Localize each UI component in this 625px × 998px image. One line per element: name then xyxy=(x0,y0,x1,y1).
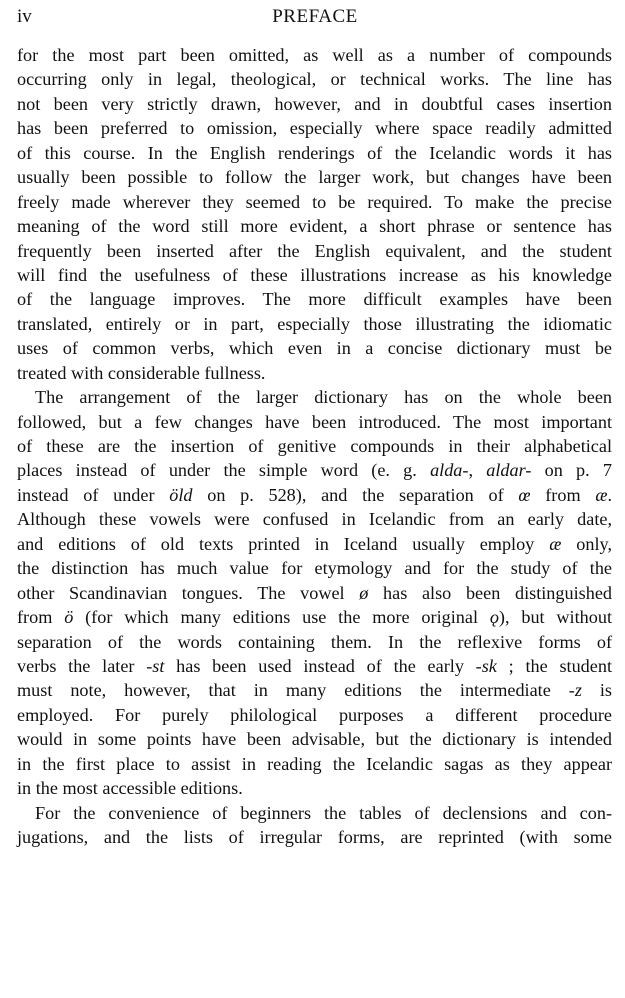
text-line-content: separation of the words containing them. In the reflexive forms of xyxy=(17,631,612,652)
text-run: (for which many editions use the more original xyxy=(73,607,490,628)
body-text xyxy=(17,43,612,849)
italic-word: alda- xyxy=(430,460,469,481)
text-line xyxy=(17,336,612,360)
text-line xyxy=(17,605,612,629)
text-line xyxy=(17,678,612,702)
text-line-content: meaning of the word still more evident, a short phrase or sentence has xyxy=(17,216,612,237)
text-line-content xyxy=(17,654,612,678)
text-line xyxy=(17,287,612,311)
text-line-content: not been very strictly drawn, however, and in doubtful cases insertion xyxy=(17,93,612,114)
text-run: from xyxy=(530,484,596,505)
paragraph xyxy=(17,801,612,850)
text-line-content: frequently been inserted after the English equivalent, and the student xyxy=(17,240,612,261)
text-line xyxy=(17,165,612,189)
text-line-content: treated with considerable fullness. xyxy=(17,362,266,383)
text-line-content xyxy=(17,483,612,507)
text-line-content xyxy=(17,581,612,605)
text-run: on p. 528), and the separation of xyxy=(192,484,519,505)
italic-word: æ xyxy=(549,533,562,554)
text-run: ; the student xyxy=(496,655,612,676)
text-line xyxy=(17,410,612,434)
text-line-content: of these are the insertion of genitive compounds in their alphabetical xyxy=(17,436,612,456)
text-line xyxy=(17,825,612,849)
text-line-content: Although these vowels were confused in Icelandic from an early date, xyxy=(17,509,612,530)
text-line-content: in the most accessible editions. xyxy=(17,778,243,799)
text-line-content: usually been possible to follow the larger work, but changes have been xyxy=(17,167,612,188)
italic-word: ö xyxy=(64,607,74,628)
italic-word: ǫ xyxy=(489,607,499,628)
text-line xyxy=(17,116,612,140)
italic-word: œ xyxy=(518,484,531,505)
text-run: must note, however, that in many editions the intermediate xyxy=(17,680,569,701)
italic-word: öld xyxy=(169,484,193,505)
text-line-content: followed, but a few changes have been introduced. The most important xyxy=(17,411,612,432)
text-line-content: of the language improves. The more difficult examples have been xyxy=(17,289,612,310)
text-run: , xyxy=(468,460,487,481)
text-line xyxy=(17,190,612,214)
text-line xyxy=(17,483,612,507)
text-run: is xyxy=(581,680,612,701)
text-line-content xyxy=(17,532,612,556)
text-line xyxy=(17,361,612,385)
italic-word: -z xyxy=(568,680,582,701)
text-run: has also been distinguished xyxy=(368,582,612,603)
text-run: other Scandinavian tongues. The vowel xyxy=(17,582,360,603)
text-line xyxy=(17,92,612,116)
italic-word: ø xyxy=(359,582,369,603)
text-line xyxy=(17,703,612,727)
italic-word: -sk xyxy=(475,655,497,676)
text-run: and editions of old texts printed in Iceland usually employ xyxy=(17,533,550,554)
text-run: only, xyxy=(561,533,612,554)
text-line xyxy=(17,507,612,531)
text-line-content: the distinction has much value for etymology and for the study of the xyxy=(17,558,612,579)
text-run: on p. 7 xyxy=(531,460,613,481)
text-run: places instead of under the simple word (e. g. xyxy=(17,460,431,481)
text-line xyxy=(17,214,612,238)
italic-word: æ xyxy=(595,484,608,505)
text-line-content: The arrangement of the larger dictionary has on the whole been xyxy=(35,387,612,408)
paragraph xyxy=(17,43,612,385)
text-line-content: uses of common verbs, which even in a concise dictionary must be xyxy=(17,338,612,359)
text-line-content: of this course. In the English renderings of the Icelandic words it has xyxy=(17,142,612,163)
text-run: has been used instead of the early xyxy=(164,655,476,676)
text-line xyxy=(17,141,612,165)
text-run: ), but without xyxy=(498,607,612,628)
text-line xyxy=(17,752,612,776)
text-line-content xyxy=(17,678,612,702)
text-run: from xyxy=(17,607,65,628)
text-line-content: jugations, and the lists of irregular forms, are reprinted (with some xyxy=(17,827,612,847)
italic-word: aldar- xyxy=(486,460,532,481)
text-line xyxy=(17,727,612,751)
text-line xyxy=(17,263,612,287)
page-number: iv xyxy=(17,6,32,27)
text-line xyxy=(17,312,612,336)
text-line xyxy=(17,581,612,605)
text-line xyxy=(17,43,612,67)
text-line xyxy=(17,458,612,482)
text-line xyxy=(17,532,612,556)
text-line-content: has been preferred to omission, especially where space readily admitted xyxy=(17,118,612,139)
text-line xyxy=(17,434,612,458)
text-line xyxy=(17,776,612,800)
text-line-content: for the most part been omitted, as well as a number of compounds xyxy=(17,45,612,65)
text-line-content: in the first place to assist in reading the Icelandic sagas as they appear xyxy=(17,753,612,774)
text-line-content: would in some points have been advisable, but the dictionary is intended xyxy=(17,729,612,750)
paragraph xyxy=(17,385,612,800)
text-line xyxy=(17,67,612,91)
text-line xyxy=(17,630,612,654)
running-head-title: PREFACE xyxy=(272,6,358,27)
text-line-content xyxy=(17,458,612,482)
text-line-content xyxy=(17,605,612,629)
text-line-content: occurring only in legal, theological, or technical works. The line has xyxy=(17,69,612,90)
text-run: verbs the later xyxy=(17,655,147,676)
text-line xyxy=(17,239,612,263)
text-line xyxy=(17,385,612,409)
text-line-content: will find the usefulness of these illustrations increase as his knowledge xyxy=(17,264,612,285)
text-line xyxy=(17,801,612,825)
text-line-content: employed. For purely philological purposes a different procedure xyxy=(17,704,612,725)
text-line xyxy=(17,654,612,678)
text-line-content: translated, entirely or in part, especially those illustrating the idiomatic xyxy=(17,313,612,334)
italic-word: -st xyxy=(146,655,165,676)
text-line xyxy=(17,556,612,580)
running-head xyxy=(17,4,613,30)
text-run: . xyxy=(607,484,613,505)
text-line-content: For the convenience of beginners the tables of declensions and con- xyxy=(35,802,612,823)
text-run: instead of under xyxy=(17,484,170,505)
text-line-content: freely made wherever they seemed to be required. To make the precise xyxy=(17,191,612,212)
